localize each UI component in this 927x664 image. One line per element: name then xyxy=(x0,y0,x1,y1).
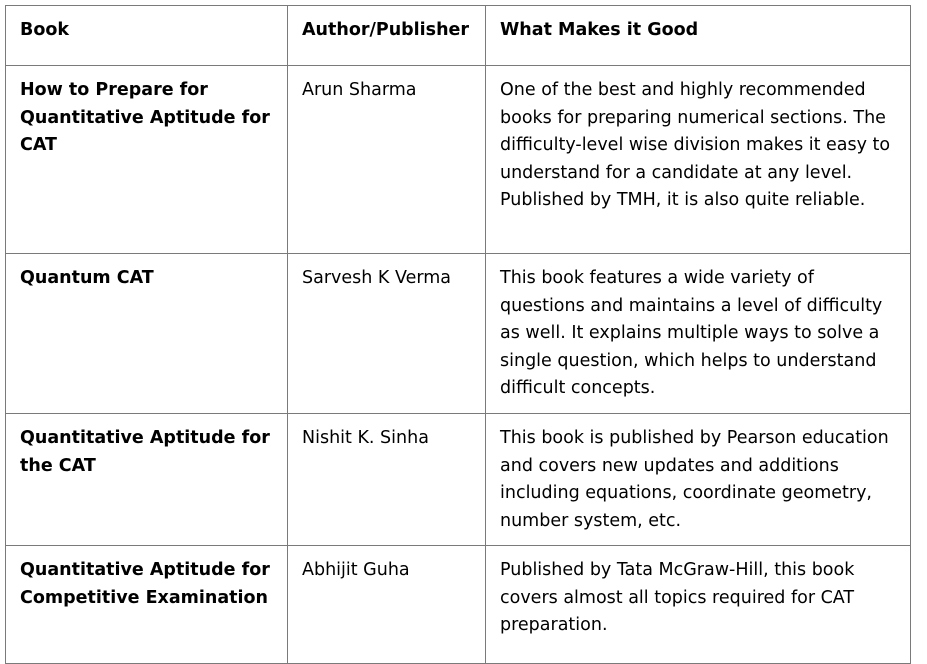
table-row xyxy=(6,414,911,546)
table-row xyxy=(6,254,911,414)
book-title-cell: Quantum CAT xyxy=(6,254,288,414)
header-what-makes-it-good: What Makes it Good xyxy=(486,6,911,66)
description-cell: One of the best and highly recommended books for preparing numerical sections. The difficulty-level wise division makes it easy to understand for a candidate at any level. Published by TMH, it is also quite reliable. xyxy=(486,66,911,254)
header-row xyxy=(6,6,911,66)
author-cell: Arun Sharma xyxy=(288,66,486,254)
book-title-cell: Quantitative Aptitude for the CAT xyxy=(6,414,288,546)
header-author-publisher: Author/Publisher xyxy=(288,6,486,66)
table-row xyxy=(6,546,911,664)
books-table xyxy=(5,5,911,664)
header-book: Book xyxy=(6,6,288,66)
description-cell: Published by Tata McGraw-Hill, this book covers almost all topics required for CAT preparation. xyxy=(486,546,911,664)
author-cell: Abhijit Guha xyxy=(288,546,486,664)
author-cell: Sarvesh K Verma xyxy=(288,254,486,414)
author-cell: Nishit K. Sinha xyxy=(288,414,486,546)
book-title-cell: How to Prepare for Quantitative Aptitude for CAT xyxy=(6,66,288,254)
table-row xyxy=(6,66,911,254)
description-cell: This book features a wide variety of questions and maintains a level of difficulty as well. It explains multiple ways to solve a single question, which helps to understand difficult concepts. xyxy=(486,254,911,414)
book-title-cell: Quantitative Aptitude for Competitive Examination xyxy=(6,546,288,664)
description-cell: This book is published by Pearson education and covers new updates and additions including equations, coordinate geometry, number system, etc. xyxy=(486,414,911,546)
